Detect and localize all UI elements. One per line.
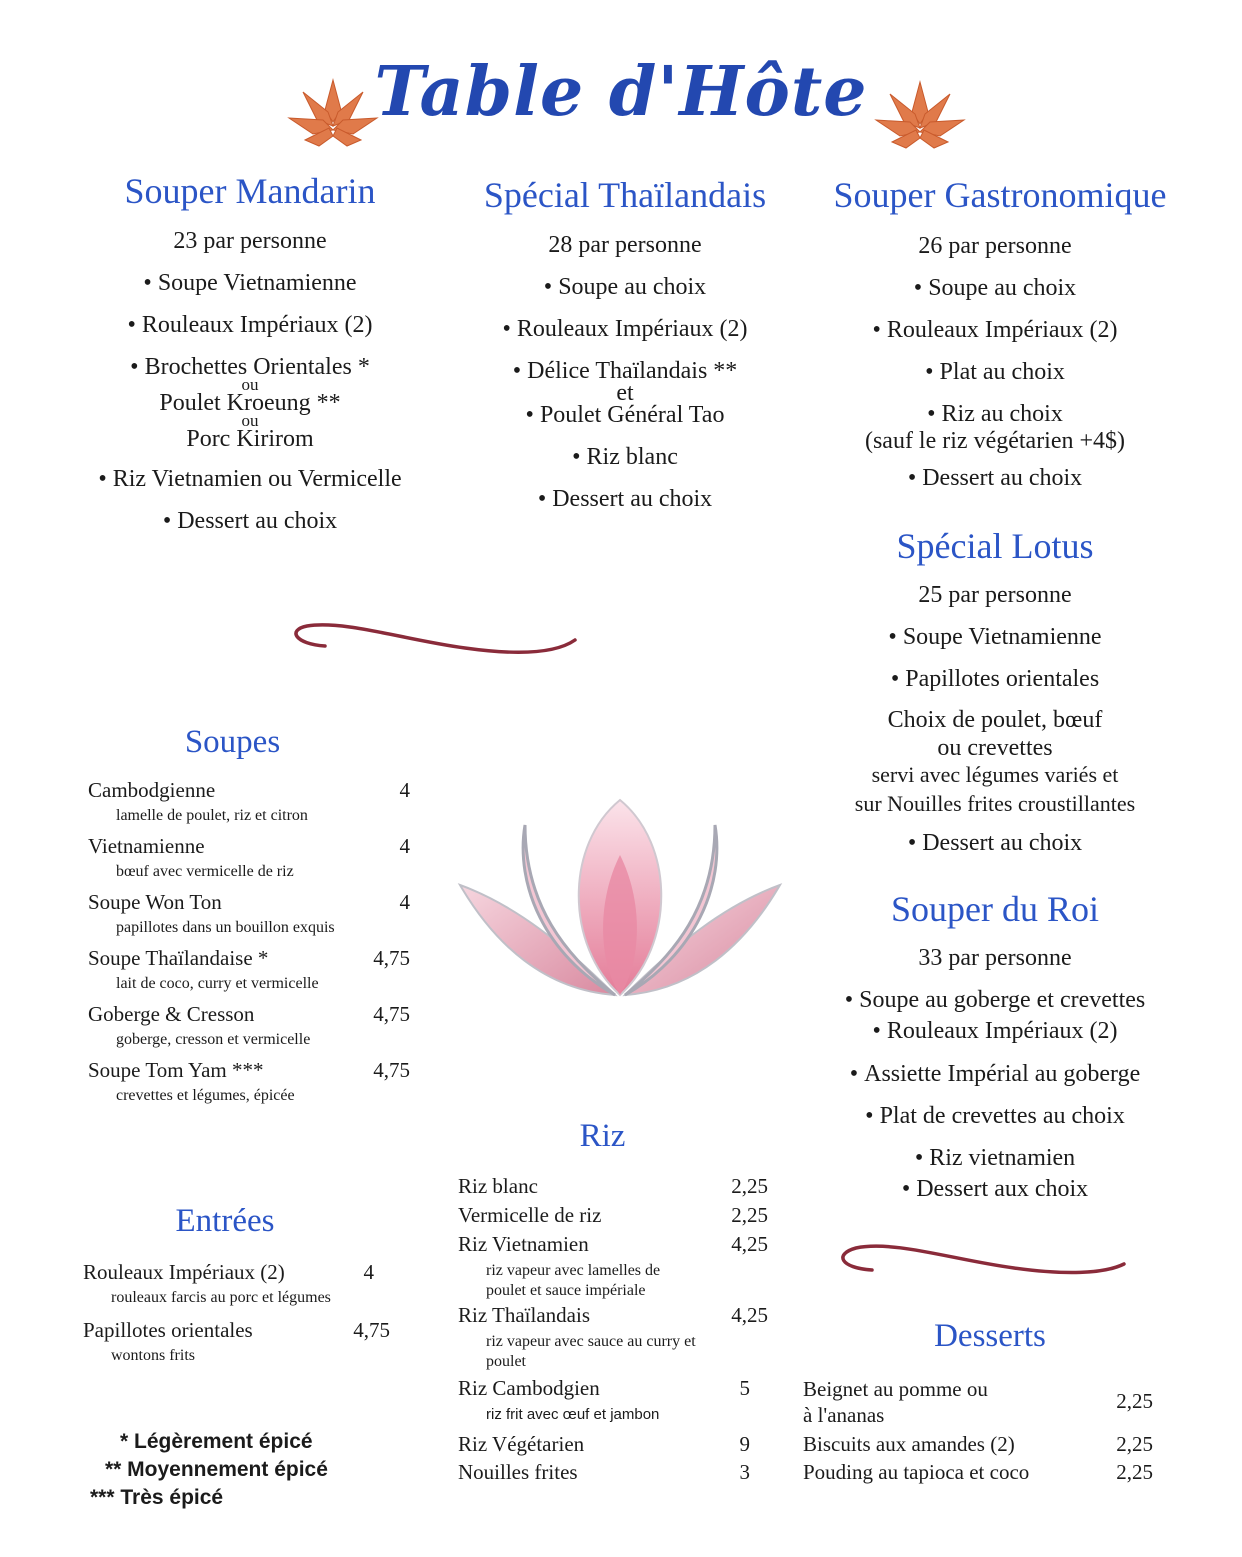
gastro-item: • Riz au choix	[800, 403, 1190, 425]
thai-price: 28 par personne	[548, 232, 702, 258]
item-price: 4,75	[373, 1002, 410, 1026]
item-name: à l'ananas	[803, 1403, 885, 1427]
item-name: Riz Vietnamien	[458, 1232, 589, 1256]
legend-medium: ** Moyennement épicé	[105, 1458, 328, 1481]
thai-item: • Poulet Général Tao	[440, 404, 810, 426]
legend-mild: * Légèrement épicé	[120, 1430, 313, 1453]
item-name: Nouilles frites	[458, 1460, 578, 1484]
desserts-title: Desserts	[934, 1318, 1046, 1354]
lotus-flower-icon	[870, 72, 970, 152]
roi-item: • Riz vietnamien	[800, 1137, 1190, 1179]
lotus-detail: ou crevettes	[937, 735, 1053, 761]
item-name: Papillotes orientales	[83, 1318, 253, 1342]
item-name: Pouding au tapioca et coco	[803, 1460, 1030, 1484]
lotus-price: 25 par personne	[918, 582, 1072, 608]
list-item	[458, 1301, 768, 1329]
lotus-item: • Papillotes orientales	[800, 658, 1190, 700]
list-item	[88, 944, 410, 972]
list-item	[88, 832, 410, 860]
or-label: ou	[241, 375, 259, 394]
item-price: 2,25	[731, 1174, 768, 1198]
item-description: riz frit avec œuf et jambon	[486, 1406, 660, 1423]
lotus-detail: sur Nouilles frites croustillantes	[854, 791, 1136, 816]
list-item	[458, 1201, 768, 1229]
gastro-item: • Plat au choix	[800, 351, 1190, 393]
item-description: lait de coco, curry et vermicelle	[116, 975, 319, 992]
riz-list	[458, 1172, 768, 1486]
gastro-list	[800, 225, 1190, 499]
lotus-detail: Choix de poulet, bœuf	[887, 707, 1103, 733]
item-price: 4	[363, 1260, 374, 1284]
gastro-item: • Dessert au choix	[800, 457, 1190, 499]
list-item	[458, 1430, 768, 1458]
thai-item: • Soupe au choix	[440, 266, 810, 308]
list-item	[83, 1258, 390, 1286]
gastro-item: • Rouleaux Impériaux (2)	[800, 309, 1190, 351]
mandarin-item: • Soupe Vietnamienne	[50, 262, 450, 304]
list-item	[83, 1316, 390, 1344]
list-item	[88, 1056, 410, 1084]
item-description: lamelle de poulet, riz et citron	[116, 807, 308, 824]
list-item	[458, 1172, 768, 1200]
list-item	[458, 1230, 768, 1258]
item-price: 3	[739, 1460, 750, 1484]
item-name: Riz Cambodgien	[458, 1376, 600, 1400]
thai-list	[440, 224, 810, 520]
thai-item: • Rouleaux Impériaux (2)	[440, 308, 810, 350]
mandarin-item: • Riz Vietnamien ou Vermicelle	[50, 458, 450, 500]
item-price: 2,25	[1116, 1389, 1153, 1413]
lotus-item: • Dessert au choix	[800, 822, 1190, 864]
item-price: 4	[399, 778, 410, 802]
list-item	[88, 888, 410, 916]
mandarin-item: • Dessert au choix	[50, 500, 450, 542]
swirl-ornament	[285, 618, 580, 666]
roi-item: • Soupe au goberge et crevettes	[800, 979, 1190, 1021]
riz-title: Riz	[579, 1118, 626, 1154]
item-name: Goberge & Cresson	[88, 1002, 255, 1026]
thai-title: Spécial Thaïlandais	[483, 175, 767, 215]
gastro-item: • Soupe au choix	[800, 267, 1190, 309]
item-price: 4	[399, 890, 410, 914]
item-name: Soupe Tom Yam ***	[88, 1058, 264, 1082]
mandarin-price: 23 par personne	[173, 228, 327, 254]
item-name: Beignet au pomme ou	[803, 1377, 988, 1401]
mandarin-item: Poulet Kroeung **	[159, 390, 341, 416]
mandarin-item: Porc Kirirom	[186, 426, 314, 452]
mandarin-list	[50, 220, 450, 542]
item-name: Riz blanc	[458, 1174, 538, 1198]
soupes-title: Soupes	[184, 724, 281, 760]
roi-price: 33 par personne	[918, 945, 1072, 971]
and-label: et	[616, 380, 634, 406]
item-price: 2,25	[1116, 1460, 1153, 1484]
list-item	[88, 1000, 410, 1028]
item-description: papillotes dans un bouillon exquis	[116, 919, 335, 936]
item-description: poulet	[486, 1353, 526, 1370]
item-name: Biscuits aux amandes (2)	[803, 1432, 1015, 1456]
desserts-list	[803, 1376, 1153, 1486]
swirl-ornament	[832, 1240, 1127, 1288]
entrees-list	[83, 1258, 390, 1368]
item-price: 5	[739, 1376, 750, 1400]
gastro-price: 26 par personne	[918, 233, 1072, 259]
roi-item: • Dessert aux choix	[800, 1179, 1190, 1199]
item-price: 4,75	[373, 1058, 410, 1082]
roi-item: • Plat de crevettes au choix	[800, 1095, 1190, 1137]
thai-item: • Riz blanc	[440, 436, 810, 478]
roi-item: • Assiette Impérial au goberge	[800, 1053, 1190, 1095]
entrees-title: Entrées	[175, 1203, 275, 1239]
item-price: 4,75	[353, 1318, 390, 1342]
list-item	[803, 1458, 1153, 1486]
page-title: Table d'Hôte	[374, 52, 868, 132]
item-name: Rouleaux Impériaux (2)	[83, 1260, 285, 1284]
spice-legend	[90, 1428, 328, 1512]
lotus-illustration	[455, 795, 785, 1000]
legend-hot: *** Très épicé	[90, 1486, 224, 1509]
item-name: Soupe Won Ton	[88, 890, 222, 914]
item-name: Vietnamienne	[88, 834, 205, 858]
list-item	[458, 1374, 768, 1402]
item-name: Soupe Thaïlandaise *	[88, 946, 269, 970]
item-price: 4,25	[731, 1303, 768, 1327]
mandarin-title: Souper Mandarin	[124, 171, 376, 211]
roi-item: • Rouleaux Impériaux (2)	[800, 1021, 1190, 1041]
thai-item: • Dessert au choix	[440, 478, 810, 520]
item-description: goberge, cresson et vermicelle	[116, 1031, 311, 1048]
mandarin-item: • Brochettes Orientales *	[50, 356, 450, 378]
list-item	[88, 776, 410, 804]
item-name: Riz Végétarien	[458, 1432, 585, 1456]
lotus-detail: servi avec légumes variés et	[871, 762, 1119, 787]
item-price: 9	[739, 1432, 750, 1456]
lotus-list	[800, 574, 1190, 864]
item-price: 4,25	[731, 1232, 768, 1256]
item-description: rouleaux farcis au porc et légumes	[111, 1289, 331, 1306]
item-description: riz vapeur avec sauce au curry et	[486, 1333, 696, 1350]
mandarin-item: • Rouleaux Impériaux (2)	[50, 304, 450, 346]
item-description: crevettes et légumes, épicée	[116, 1087, 295, 1104]
item-description: wontons frits	[111, 1347, 195, 1364]
soupes-list	[88, 776, 410, 1108]
item-description: poulet et sauce impériale	[486, 1282, 646, 1299]
list-item	[458, 1458, 768, 1486]
roi-list	[800, 937, 1190, 1202]
item-name: Riz Thaïlandais	[458, 1303, 590, 1327]
gastro-title: Souper Gastronomique	[833, 175, 1167, 215]
list-item	[803, 1376, 1153, 1428]
thai-item: • Délice Thaïlandais **	[440, 360, 810, 382]
item-description: bœuf avec vermicelle de riz	[116, 863, 294, 880]
item-price: 4,75	[373, 946, 410, 970]
lotus-item: • Soupe Vietnamienne	[800, 616, 1190, 658]
or-label: ou	[241, 411, 259, 430]
lotus-title: Spécial Lotus	[896, 526, 1094, 566]
roi-title: Souper du Roi	[890, 889, 1099, 929]
item-price: 2,25	[731, 1203, 768, 1227]
item-price: 4	[399, 834, 410, 858]
item-description: riz vapeur avec lamelles de	[486, 1262, 661, 1279]
gastro-note: (sauf le riz végétarien +4$)	[864, 428, 1126, 454]
item-name: Cambodgienne	[88, 778, 216, 802]
item-price: 2,25	[1116, 1432, 1153, 1456]
item-name: Vermicelle de riz	[458, 1203, 602, 1227]
list-item	[803, 1430, 1153, 1458]
